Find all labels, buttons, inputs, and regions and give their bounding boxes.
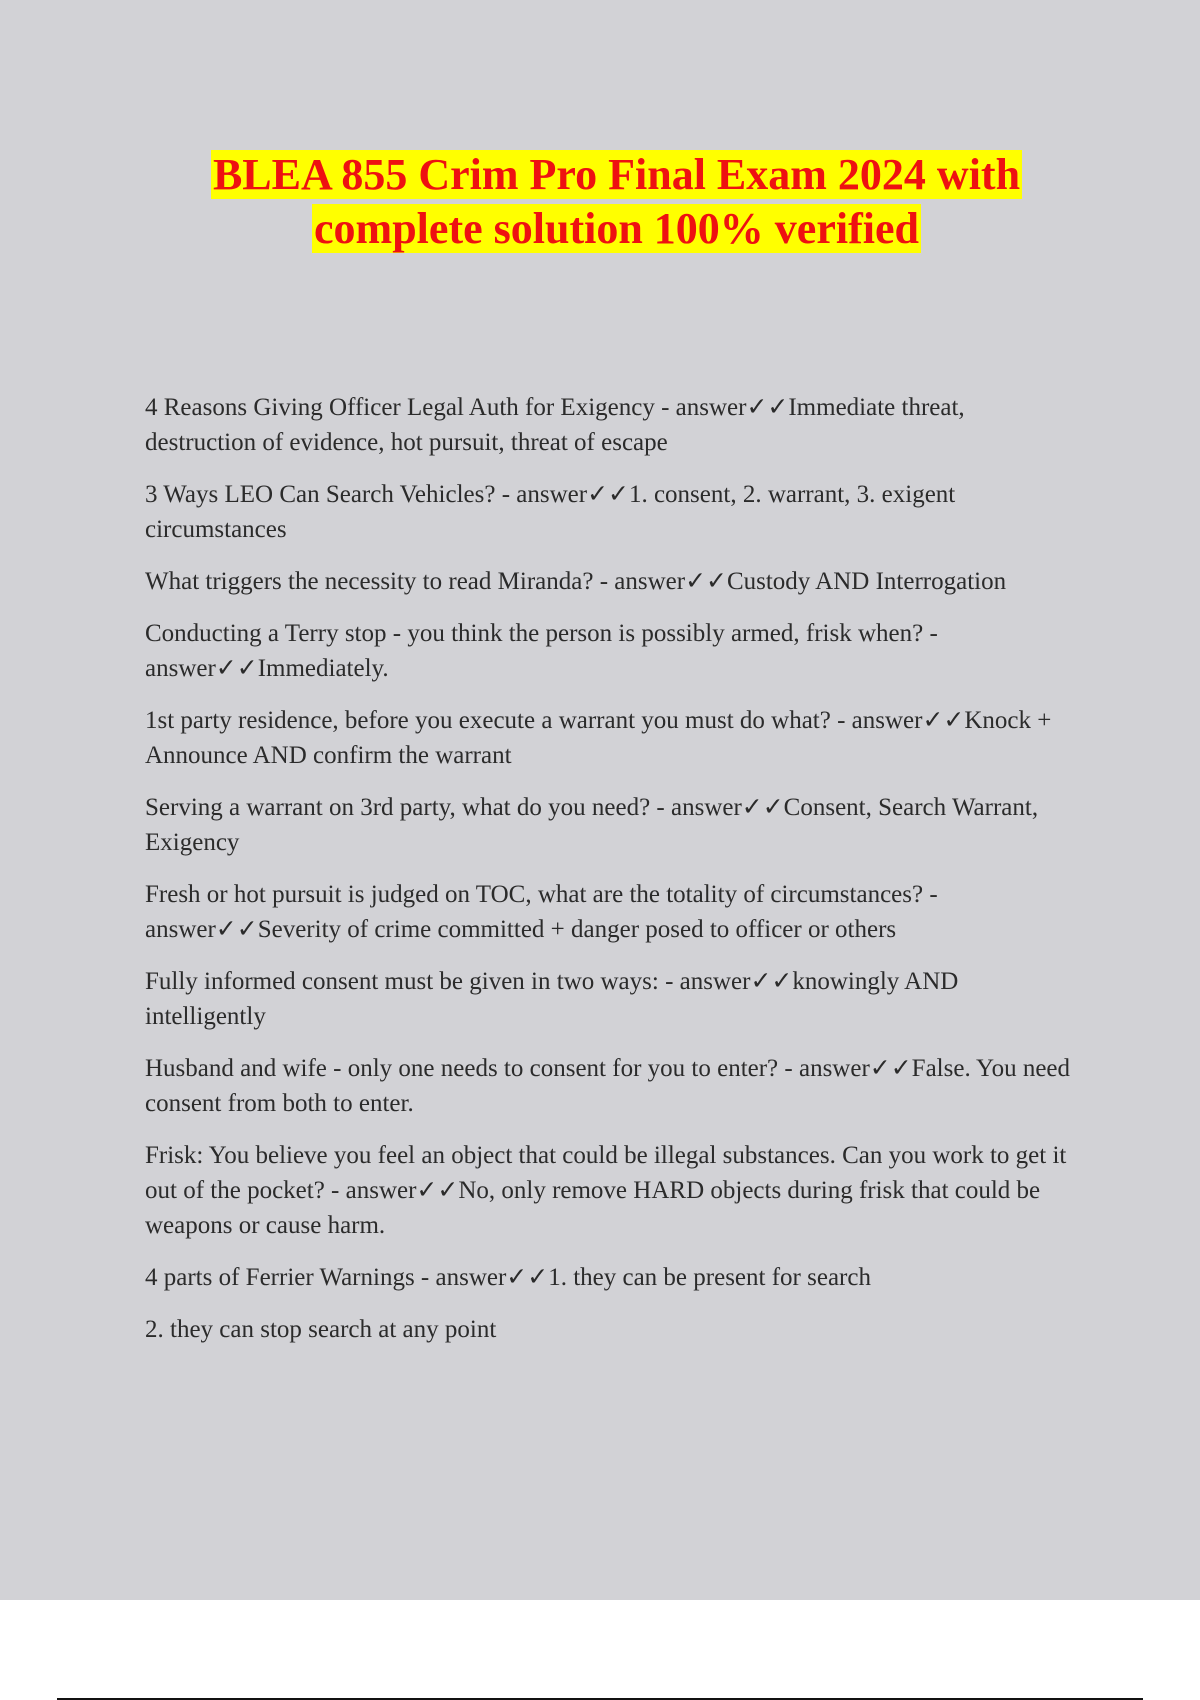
qa-item: What triggers the necessity to read Miranda? - answer✓✓Custody AND Interrogation [145, 568, 1007, 595]
qa-item: Serving a warrant on 3rd party, what do you need? - answer✓✓Consent, Search Warrant, Exigency [145, 794, 1039, 856]
qa-item: 1st party residence, before you execute a warrant you must do what? - answer✓✓Knock + Announce AND confirm the warrant [145, 707, 1052, 769]
qa-item: Fresh or hot pursuit is judged on TOC, what are the totality of circumstances? - answer✓✓Severity of crime committed + danger posed to officer or others [145, 881, 938, 943]
document-title [60, 148, 1173, 256]
qa-item: 4 Reasons Giving Officer Legal Auth for Exigency - answer✓✓Immediate threat, destruction of evidence, hot pursuit, threat of escape [145, 394, 965, 456]
qa-list [145, 390, 1080, 1364]
title-line-2: complete solution 100% verified [314, 204, 919, 253]
qa-item: Conducting a Terry stop - you think the person is possibly armed, frisk when? - answer✓✓Immediately. [145, 620, 938, 682]
qa-item: Husband and wife - only one needs to consent for you to enter? - answer✓✓False. You need consent from both to enter. [145, 1055, 1071, 1117]
qa-item: 2. they can stop search at any point [145, 1316, 497, 1343]
qa-item: 4 parts of Ferrier Warnings - answer✓✓1. they can be present for search [145, 1264, 871, 1291]
qa-item: Fully informed consent must be given in two ways: - answer✓✓knowingly AND intelligently [145, 968, 959, 1030]
qa-item: 3 Ways LEO Can Search Vehicles? - answer✓✓1. consent, 2. warrant, 3. exigent circumstances [145, 481, 956, 543]
qa-item: Frisk: You believe you feel an object that could be illegal substances. Can you work to get it out of the pocket? - answer✓✓No, only remove HARD objects during frisk that could be weapons or cause harm. [145, 1142, 1067, 1239]
title-line-1: BLEA 855 Crim Pro Final Exam 2024 with [212, 150, 1021, 199]
